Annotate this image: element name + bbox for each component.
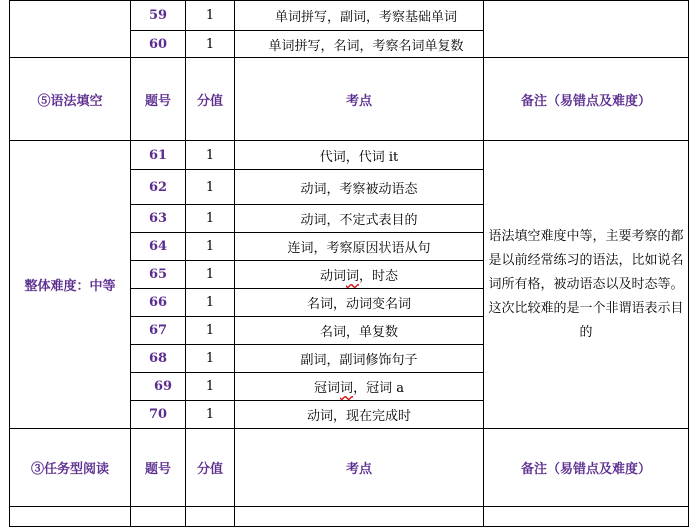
column-header-score: 分值 [186,429,235,507]
question-point: 动词，不定式表目的 [235,205,484,233]
question-score: 1 [186,170,235,205]
question-point: 名词，动词变名词 [235,289,484,317]
question-score: 1 [186,1,235,31]
question-number: 68 [131,345,186,373]
spellcheck-underlined-text: 词 [340,381,354,396]
section-title: ③任务型阅读 [10,429,131,507]
section-header-row [10,58,689,141]
question-number: 69 [131,373,186,401]
question-number: 66 [131,289,186,317]
note-text: 语法填空难度中等，主要考察的都是以前经常练习的语法，比如说名词所有格，被动语态以及时态等。这次比较难的是一个非谓语表示目的 [484,141,689,429]
column-header-note: 备注（易错点及难度） [484,58,689,141]
question-number: 62 [131,170,186,205]
question-score: 1 [186,345,235,373]
question-point: 代词，代词 it [235,141,484,170]
exam-analysis-table [9,0,689,527]
question-point: 连词，考察原因状语从句 [235,233,484,261]
question-point: 动词，现在完成时 [235,401,484,429]
question-number: 67 [131,317,186,345]
table-row [10,1,689,31]
question-number: 65 [131,261,186,289]
question-number: 61 [131,141,186,170]
question-score: 1 [186,31,235,58]
question-score: 1 [186,233,235,261]
question-number: 60 [131,31,186,58]
question-point: 名词，单复数 [235,317,484,345]
question-score: 1 [186,401,235,429]
note-cell-empty [484,1,689,58]
question-score: 1 [186,141,235,170]
question-point: 单词拼写，名词，考察名词单复数 [235,31,484,58]
point-part: ，时态 [359,269,399,284]
question-score: 1 [186,289,235,317]
column-header-score: 分值 [186,58,235,141]
point-part: ，冠词 a [353,381,404,396]
section-cell-empty [10,1,131,58]
column-header-number: 题号 [131,58,186,141]
column-header-point: 考点 [235,58,484,141]
question-point: 动词，考察被动语态 [235,170,484,205]
spellcheck-underlined-text: 词 [345,269,359,284]
question-point [235,373,484,401]
column-header-note: 备注（易错点及难度） [484,429,689,507]
difficulty-label: 整体难度：中等 [10,141,131,429]
question-number: 64 [131,233,186,261]
question-score: 1 [186,317,235,345]
section-title: ⑤语法填空 [10,58,131,141]
question-number: 59 [131,1,186,31]
question-number: 63 [131,205,186,233]
question-score: 1 [186,261,235,289]
point-part: 冠词 [314,381,341,396]
question-point: 单词拼写，副词，考察基础单词 [235,1,484,31]
question-score: 1 [186,373,235,401]
column-header-number: 题号 [131,429,186,507]
question-point [235,261,484,289]
point-part: 动词 [319,269,346,284]
section-header-row [10,429,689,507]
question-score: 1 [186,205,235,233]
question-point: 副词，副词修饰句子 [235,345,484,373]
column-header-point: 考点 [235,429,484,507]
question-number: 70 [131,401,186,429]
table-row [10,141,689,170]
